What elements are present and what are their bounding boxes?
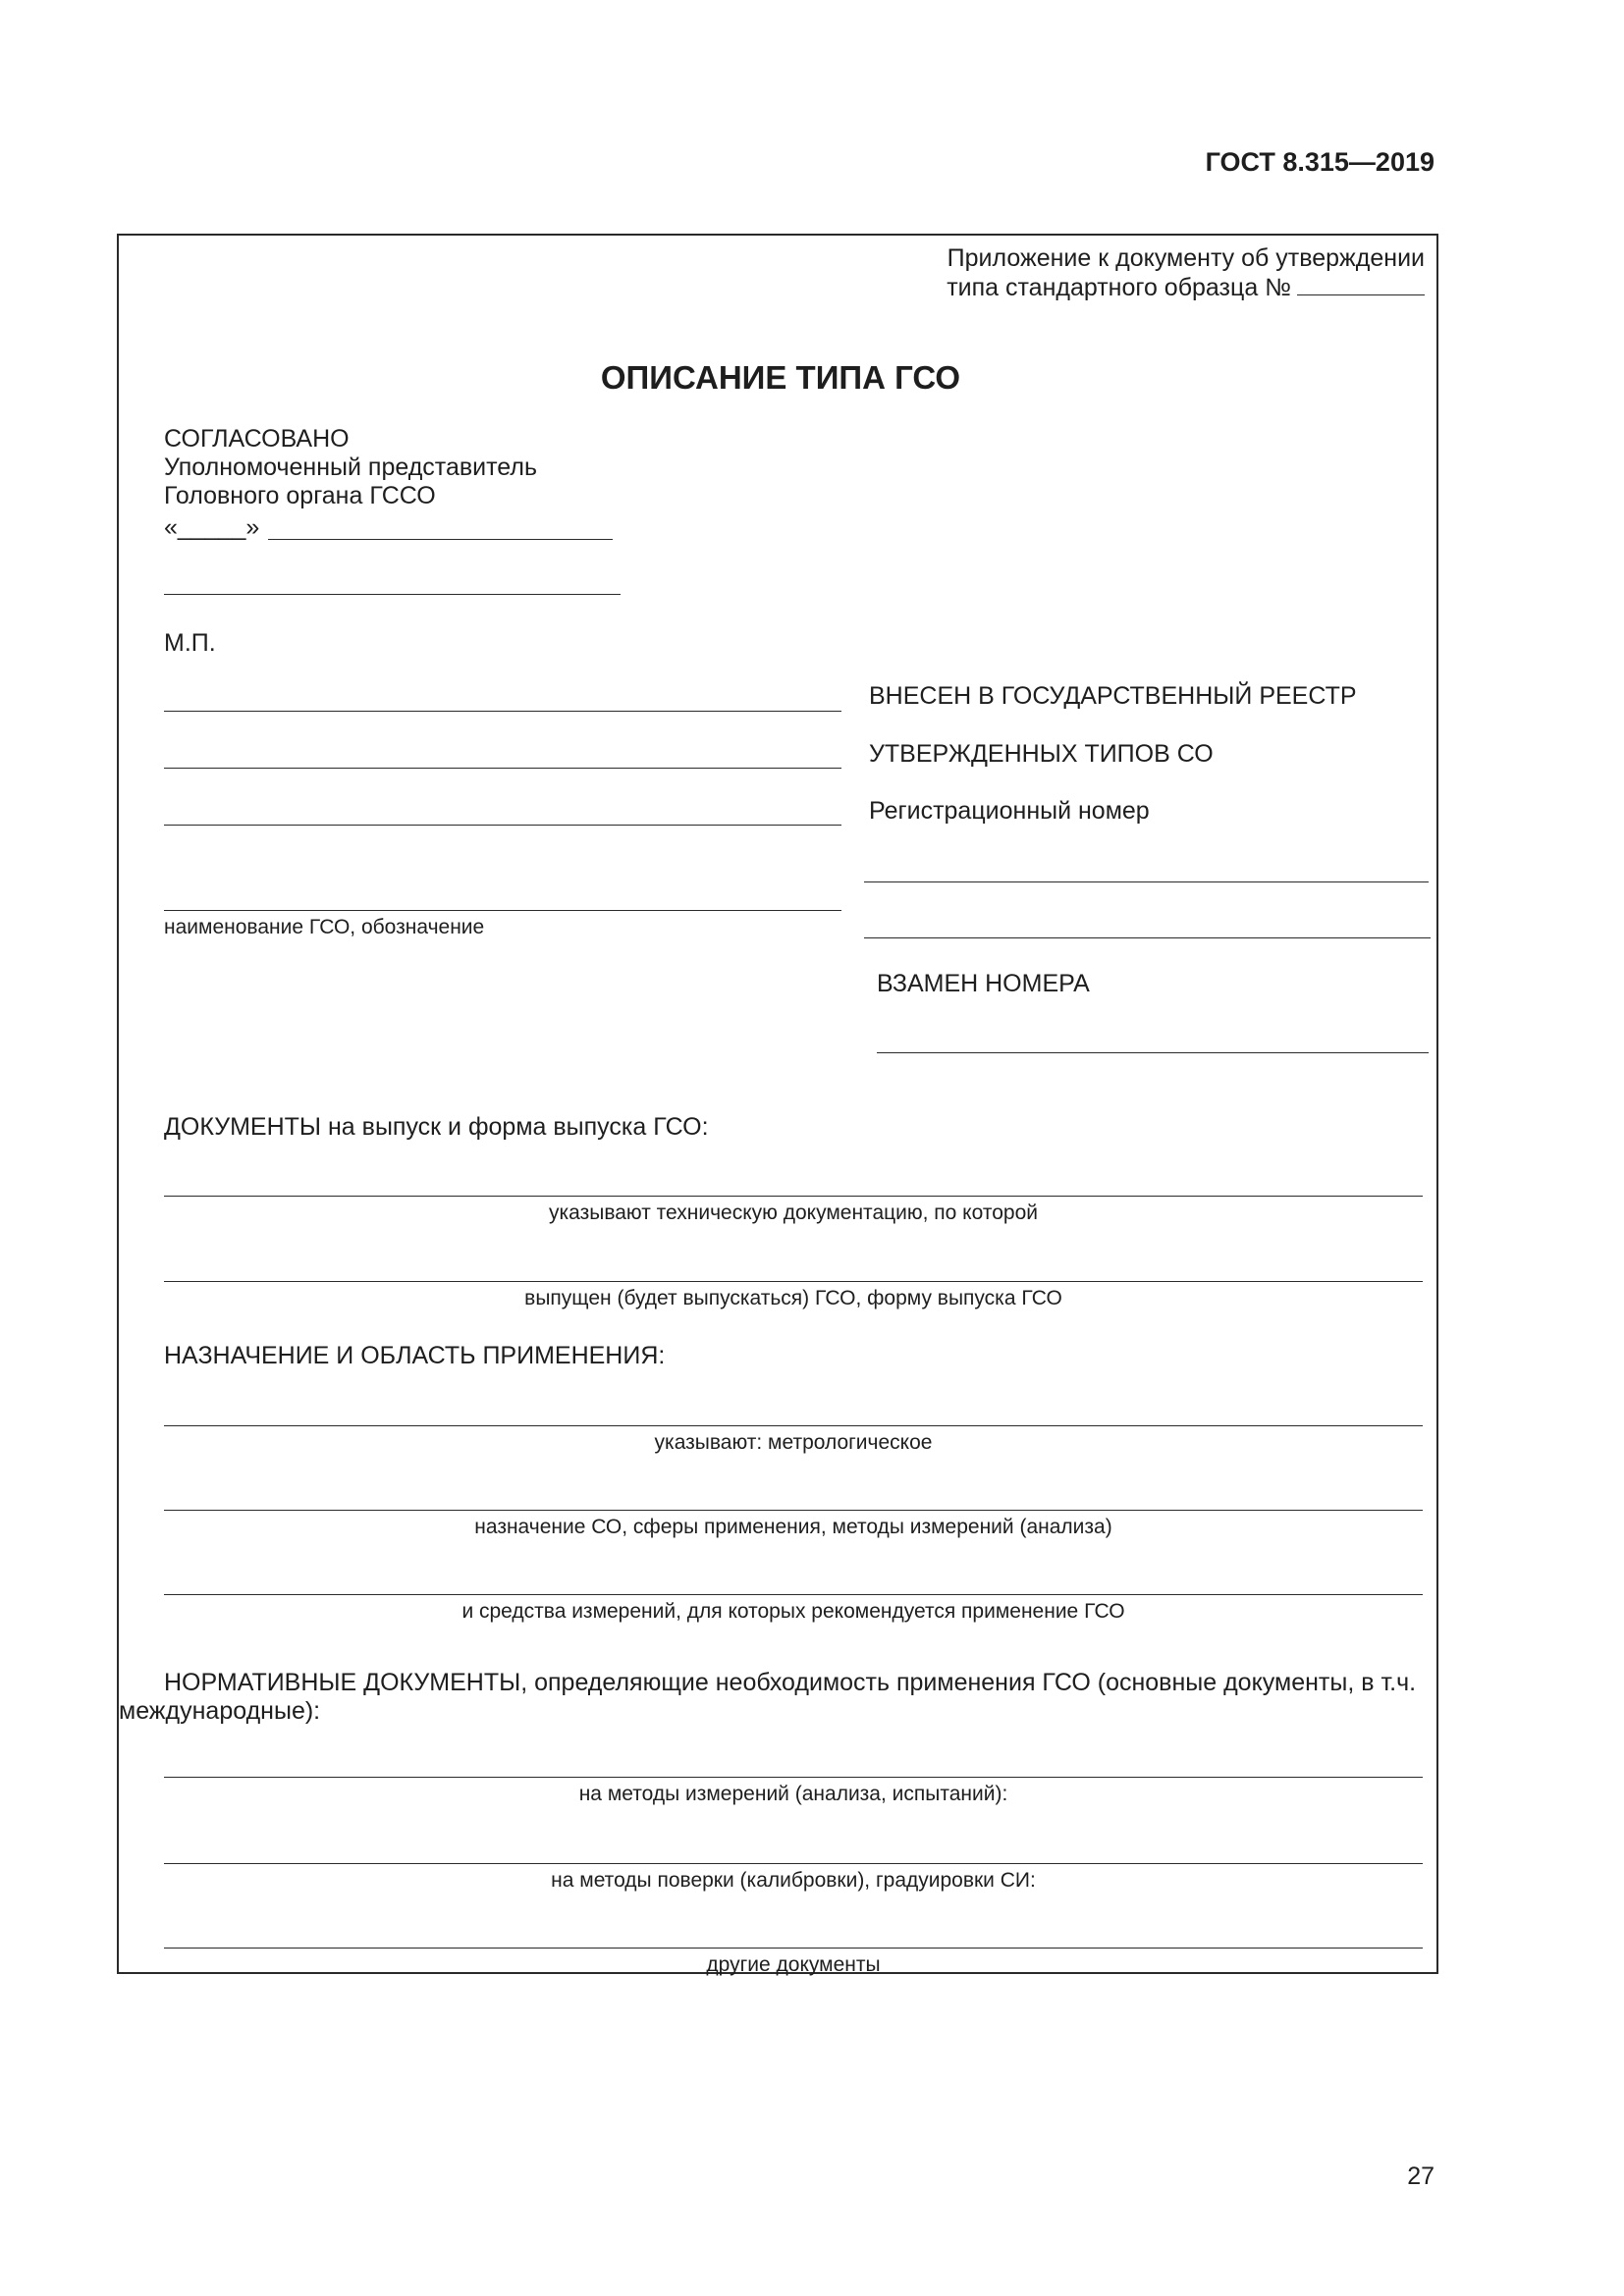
purpose-heading: НАЗНАЧЕНИЕ И ОБЛАСТЬ ПРИМЕНЕНИЯ: xyxy=(164,1342,666,1369)
standard-header: ГОСТ 8.315—2019 xyxy=(1205,147,1435,177)
normative-caption-2: на методы поверки (калибровки), градуировки СИ: xyxy=(551,1869,1036,1892)
name-field-3[interactable] xyxy=(164,825,841,826)
approval-signature-field[interactable] xyxy=(164,594,621,595)
purpose-field-1[interactable] xyxy=(164,1425,1423,1426)
purpose-caption-3: и средства измерений, для которых рекомендуется применение ГСО xyxy=(461,1600,1125,1623)
name-caption: наименование ГСО, обозначение xyxy=(164,916,485,938)
registry-line-2: УТВЕРЖДЕННЫХ ТИПОВ СО xyxy=(869,740,1214,768)
normative-heading-line-2: международные): xyxy=(119,1697,321,1725)
normative-field-2[interactable] xyxy=(164,1863,1423,1864)
registration-number-field-2[interactable] xyxy=(864,937,1431,938)
name-field-2[interactable] xyxy=(164,768,841,769)
appendix-line-2-text: типа стандартного образца № xyxy=(947,274,1291,301)
documents-field-2[interactable] xyxy=(164,1281,1423,1282)
documents-caption-2: выпущен (будет выпускаться) ГСО, форму выпуска ГСО xyxy=(524,1287,1062,1309)
appendix-line-1: Приложение к документу об утверждении xyxy=(947,244,1425,272)
purpose-field-2[interactable] xyxy=(164,1510,1423,1511)
normative-field-1[interactable] xyxy=(164,1777,1423,1778)
page-number: 27 xyxy=(1407,2163,1435,2190)
replaces-label: ВЗАМЕН НОМЕРА xyxy=(877,970,1090,997)
purpose-field-3[interactable] xyxy=(164,1594,1423,1595)
appendix-line-2 xyxy=(947,273,1425,302)
organization-label: Головного органа ГССО xyxy=(164,482,436,509)
name-field-1[interactable] xyxy=(164,711,841,712)
representative-label: Уполномоченный представитель xyxy=(164,454,537,481)
documents-heading: ДОКУМЕНТЫ на выпуск и форма выпуска ГСО: xyxy=(164,1113,709,1141)
documents-field-1[interactable] xyxy=(164,1196,1423,1197)
agreed-label: СОГЛАСОВАНО xyxy=(164,425,350,453)
purpose-caption-2: назначение СО, сферы применения, методы измерений (анализа) xyxy=(474,1516,1112,1538)
replaces-number-field[interactable] xyxy=(877,1052,1429,1053)
approval-date-prefix: «_____» xyxy=(164,513,260,541)
form-title: ОПИСАНИЕ ТИПА ГСО xyxy=(600,359,961,396)
normative-caption-1: на методы измерений (анализа, испытаний): xyxy=(578,1783,1008,1805)
documents-caption-1: указывают техническую документацию, по которой xyxy=(549,1201,1038,1224)
seal-label: М.П. xyxy=(164,629,216,657)
normative-caption-3: другие документы xyxy=(706,1953,881,1976)
registry-line-1: ВНЕСЕН В ГОСУДАРСТВЕННЫЙ РЕЕСТР xyxy=(869,682,1357,710)
purpose-caption-1: указывают: метрологическое xyxy=(654,1431,933,1454)
normative-field-3[interactable] xyxy=(164,1948,1423,1949)
normative-heading-line-1: НОРМАТИВНЫЕ ДОКУМЕНТЫ, определяющие необходимость применения ГСО (основные документы, в т.ч. xyxy=(164,1669,1417,1696)
registration-number-label: Регистрационный номер xyxy=(869,797,1150,825)
registration-number-field-1[interactable] xyxy=(864,881,1429,882)
appendix-note xyxy=(947,243,1425,302)
approval-date-field[interactable] xyxy=(268,539,613,540)
name-field-4[interactable] xyxy=(164,910,841,911)
approval-number-field[interactable] xyxy=(1297,273,1425,295)
